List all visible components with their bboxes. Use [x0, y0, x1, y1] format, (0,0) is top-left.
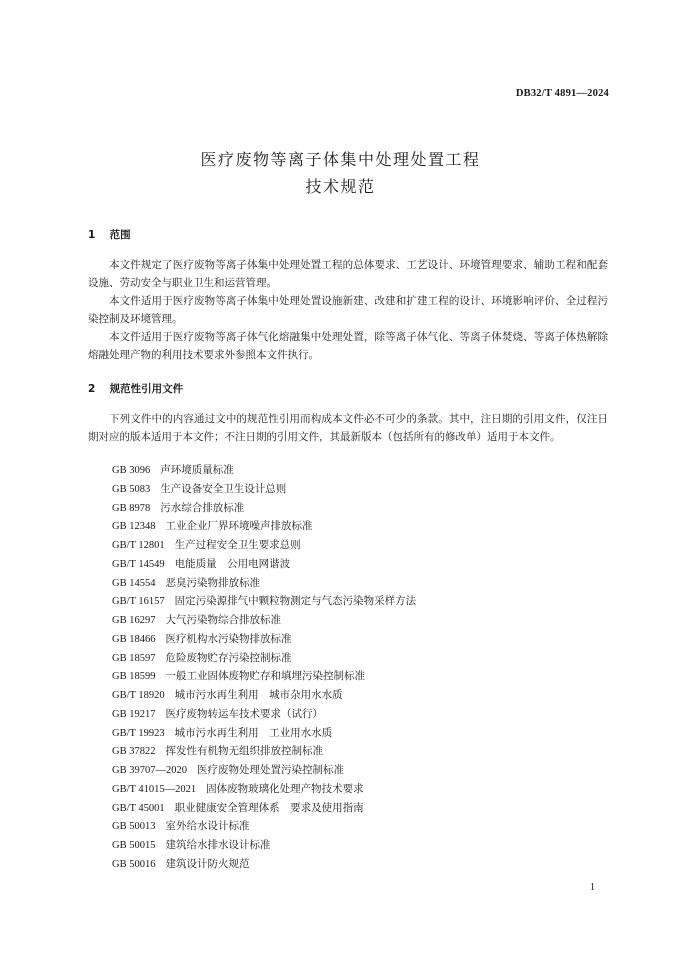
- reference-code: GB 18597: [112, 652, 156, 664]
- reference-item: [112, 836, 416, 855]
- reference-code: GB 50016: [112, 858, 156, 870]
- reference-title: 声环境质量标准: [160, 464, 234, 476]
- reference-code: GB 39707—2020: [112, 765, 187, 776]
- reference-item: [112, 574, 416, 593]
- reference-item: [112, 499, 416, 518]
- reference-title: 电能质量 公用电网谐波: [174, 557, 291, 570]
- page-number: 1: [590, 882, 595, 893]
- document-subtitle: 技术规范: [305, 177, 376, 196]
- reference-title: 一般工业固体废物贮存和填埋污染控制标准: [165, 670, 365, 683]
- reference-code: GB 50015: [112, 840, 156, 851]
- reference-title: 医疗废物转运车技术要求（试行）: [165, 707, 323, 720]
- reference-title: 职业健康安全管理体系 要求及使用指南: [174, 801, 364, 814]
- reference-code: GB 16297: [112, 615, 156, 626]
- reference-item: [112, 461, 416, 480]
- reference-item: [112, 536, 416, 555]
- reference-title: 生产设备安全卫生设计总则: [160, 482, 287, 495]
- reference-code: GB 18466: [112, 633, 156, 645]
- reference-title: 医疗机构水污染物排放标准: [165, 632, 292, 645]
- scope-paragraph: 本文件适用于医疗废物等离子体气化熔融集中处理处置，除等离子体气化、等离子体焚烧、等离子体热解除熔融处理产物的利用技术要求外参照本文件执行。: [88, 331, 608, 361]
- reference-title: 室外给水设计标准: [165, 820, 250, 833]
- reference-item: [112, 742, 416, 761]
- reference-code: GB 37822: [112, 746, 156, 758]
- reference-title: 医疗废物处理处置污染控制标准: [196, 764, 344, 776]
- reference-item: [112, 761, 416, 780]
- references-intro: 下列文件中的内容通过文中的规范性引用而构成本文件必不可少的条款。其中，注日期的引用文件，仅注日期对应的版本适用于本文件；不注日期的引用文件，其最新版本（包括所有的修改单）适用于本文件。: [88, 413, 608, 443]
- reference-title: 大气污染物综合排放标准: [165, 614, 281, 626]
- reference-item: [112, 667, 416, 686]
- reference-code: GB/T 18920: [112, 690, 165, 701]
- reference-item: [112, 799, 416, 818]
- reference-code: GB 3096: [112, 465, 151, 476]
- reference-item: [112, 555, 416, 574]
- reference-item: [112, 855, 416, 874]
- standard-code: DB32/T 4891—2024: [515, 88, 609, 99]
- reference-title: 城市污水再生利用 工业用水水质: [174, 726, 333, 739]
- reference-item: [112, 517, 416, 536]
- scope-paragraph: 本文件适用于医疗废物等离子体集中处理处置设施新建、改建和扩建工程的设计、环境影响评价、全过程污染控制及环境管理。: [88, 295, 608, 325]
- reference-title: 恶臭污染物排放标准: [165, 576, 260, 589]
- reference-code: GB 18599: [112, 671, 156, 683]
- section-1-heading: [88, 227, 131, 242]
- reference-title: 危险废物贮存污染控制标准: [165, 651, 292, 664]
- reference-item: [112, 592, 416, 611]
- reference-title: 生产过程安全卫生要求总则: [174, 539, 301, 551]
- reference-code: GB/T 16157: [112, 596, 165, 608]
- reference-code: GB/T 14549: [112, 558, 165, 570]
- reference-list: [112, 461, 416, 874]
- reference-item: [112, 686, 416, 705]
- section-title: 范围: [109, 229, 131, 241]
- document-title: 医疗废物等离子体集中处理处置工程: [200, 150, 481, 169]
- reference-code: GB/T 45001: [112, 802, 165, 814]
- reference-item: [112, 780, 416, 799]
- reference-item: [112, 817, 416, 836]
- reference-item: [112, 480, 416, 499]
- reference-title: 固定污染源排气中颗粒物测定与气态污染物采样方法: [174, 595, 417, 608]
- section-number: 2: [88, 383, 96, 395]
- reference-title: 固体废物玻璃化处理产物技术要求: [206, 782, 364, 795]
- reference-code: GB 5083: [112, 483, 151, 495]
- reference-item: [112, 705, 416, 724]
- reference-code: GB/T 19923: [112, 727, 165, 739]
- scope-paragraph: 本文件规定了医疗废物等离子体集中处理处置工程的总体要求、工艺设计、环境管理要求、辅助工程和配套设施、劳动安全与职业卫生和运营管理。: [88, 259, 608, 289]
- reference-code: GB 12348: [112, 521, 156, 533]
- reference-code: GB 14554: [112, 577, 156, 589]
- section-2-heading: [88, 381, 183, 396]
- reference-code: GB 50013: [112, 821, 156, 833]
- reference-code: GB 8978: [112, 502, 151, 514]
- reference-title: 建筑设计防火规范: [165, 857, 250, 870]
- reference-title: 工业企业厂界环境噪声排放标准: [165, 520, 313, 533]
- section-title: 规范性引用文件: [109, 383, 184, 395]
- section-number: 1: [88, 229, 96, 241]
- reference-item: [112, 724, 416, 743]
- reference-title: 城市污水再生利用 城市杂用水水质: [174, 689, 343, 701]
- reference-title: 挥发性有机物无组织排放控制标准: [165, 745, 323, 758]
- reference-code: GB 19217: [112, 708, 156, 720]
- reference-title: 污水综合排放标准: [160, 501, 245, 514]
- reference-code: GB/T 12801: [112, 540, 165, 551]
- reference-item: [112, 649, 416, 668]
- reference-title: 建筑给水排水设计标准: [165, 839, 271, 851]
- reference-item: [112, 630, 416, 649]
- reference-item: [112, 611, 416, 630]
- reference-code: GB/T 41015—2021: [112, 783, 197, 795]
